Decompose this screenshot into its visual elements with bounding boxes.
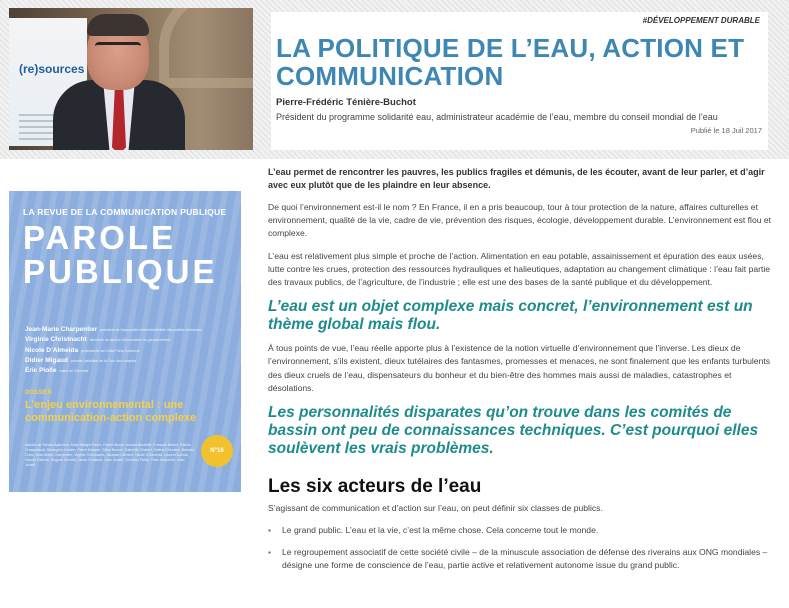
article-lead: L’eau permet de rencontrer les pauvres, les publics fragiles et démunis, de les écouter, avant de leur parler, et d’agir avec eux plutôt que de les plaindre en leur absence. [268,167,765,190]
actor-list [268,524,778,572]
page-title: LA POLITIQUE DE L’EAU, ACTION ET COMMUNICATION [276,33,745,91]
author-name: Pierre-Frédéric Ténière-Buchot [276,97,416,108]
author-role: Président du programme solidarité eau, administrateur académie de l’eau, membre du conseil mondial de l’eau [276,112,718,122]
cover-dossier-label: DOSSIER [25,390,53,396]
cover-author-list: Articles de Sandra Ajaccheti, Anne Bisagni-Faure, Robert Boure, Arnaud Bouteille, François Bréant, Patrick Chasseriaud, Bérangère Gratien, Pierre Boisson, Gilles Bouvet, Gabrielle Chabrol, Valérie Chevalier, Bernard Cram, Jean-Marie Charpentier, Virginie Christnacht, Jacques Clément, Nicole D’Almeida, Laurent Dumas, Claude Delmas, Hugues Devidal, Xavier Fontanet, Jean Jouzel, Christian Flohic, Yves Jeanneret, Jean Jouzel [25,443,195,467]
list-item: ▪ Le regroupement associatif de cette société civile – de la minuscule association de défense des riverains aux ONG mondiales – désigne une forme de conscience de l’eau, partie active et relativement autonome issue du grand public. [268,546,778,572]
cover-contributor: Jean-Marie Charpentier président de l’association interministérielle des publics territoriaux [25,326,202,333]
article-paragraph: S’agissant de communication et d’action sur l’eau, on peut définir six classes de publics. [268,503,603,514]
article-paragraph: À tous points de vue, l’eau réelle apporte plus à l’existence de la notion virtuelle d’environnement que l’inverse. Les dieux de l’environnement, s’ils existent, dieux tutélaires des fantasmes, promesses et menaces, ne sont finalement que les enfants turbulents des dieux cruels de l’eau, dispensateurs du bonheur et du bien-être des hommes mais aussi de maladies, catastrophes et désolations. [268,343,771,393]
pull-quote: L’eau est un objet complexe mais concret, l’environnement est un thème global mais flou. [268,298,753,334]
category-tag[interactable]: #DÉVELOPPEMENT DURABLE [642,16,760,25]
magazine-cover[interactable] [9,191,241,492]
cover-contributor: Nicole D’Almeida professeure au Celsa Paris-Sorbonne [25,346,140,354]
article-header [0,0,789,159]
title-card [271,12,768,150]
list-item: ▪ Le grand public. L’eau et la vie, c’est la même chose. Cela concerne tout le monde. [268,524,778,537]
cover-theme: L’enjeu environnemental : une communication-action complexe [25,399,197,424]
article-paragraph: L’eau est relativement plus simple et proche de l’action. Alimentation en eau potable, assainissement et épuration des eaux usées, lutte contre les crues, protection des ressources hydrauliques et halieutiques, adaptation au changement climatique : l’eau fait partie des travaux publics, de l’agriculture, de l’industrie ; elle est une des bases de la santé publique et du développement. [268,250,771,288]
issue-badge: N°16 [201,435,233,467]
cover-title-line1: PAROLE [23,219,177,256]
cover-contributor: Éric Piolle maire de Grenoble [25,367,89,375]
article-body [268,166,778,581]
publish-date: Publié le 18 Juil 2017 [690,126,762,135]
cover-contributors [25,325,230,376]
pull-quote: Les personnalités disparates qu’on trouve dans les comités de bassin ont peu de connaissances techniques. C’est pourquoi elles soulèvent les vrais problèmes. [268,404,759,458]
cover-contributor: Didier Migaud premier président de la Cour des comptes [25,356,137,364]
author-photo [9,8,253,150]
banner-logo-text: (re)sources [19,62,85,76]
article-paragraph: De quoi l’environnement est-il le nom ? En France, il en a pris beaucoup, tour à tour protection de la nature, affaires culturelles et environnement, qualité de la vie, cadre de vie, prévention des risques, écologie, développement durable. L’environnement est flou et complexe. [268,202,772,239]
section-heading: Les six acteurs de l’eau [268,476,482,498]
cover-revue-label: LA REVUE DE LA COMMUNICATION PUBLIQUE [23,207,227,217]
cover-contributor: Virginie Christnacht directrice du service d’information du gouvernement [25,336,171,344]
cover-title-line2: PUBLIQUE [23,253,218,290]
